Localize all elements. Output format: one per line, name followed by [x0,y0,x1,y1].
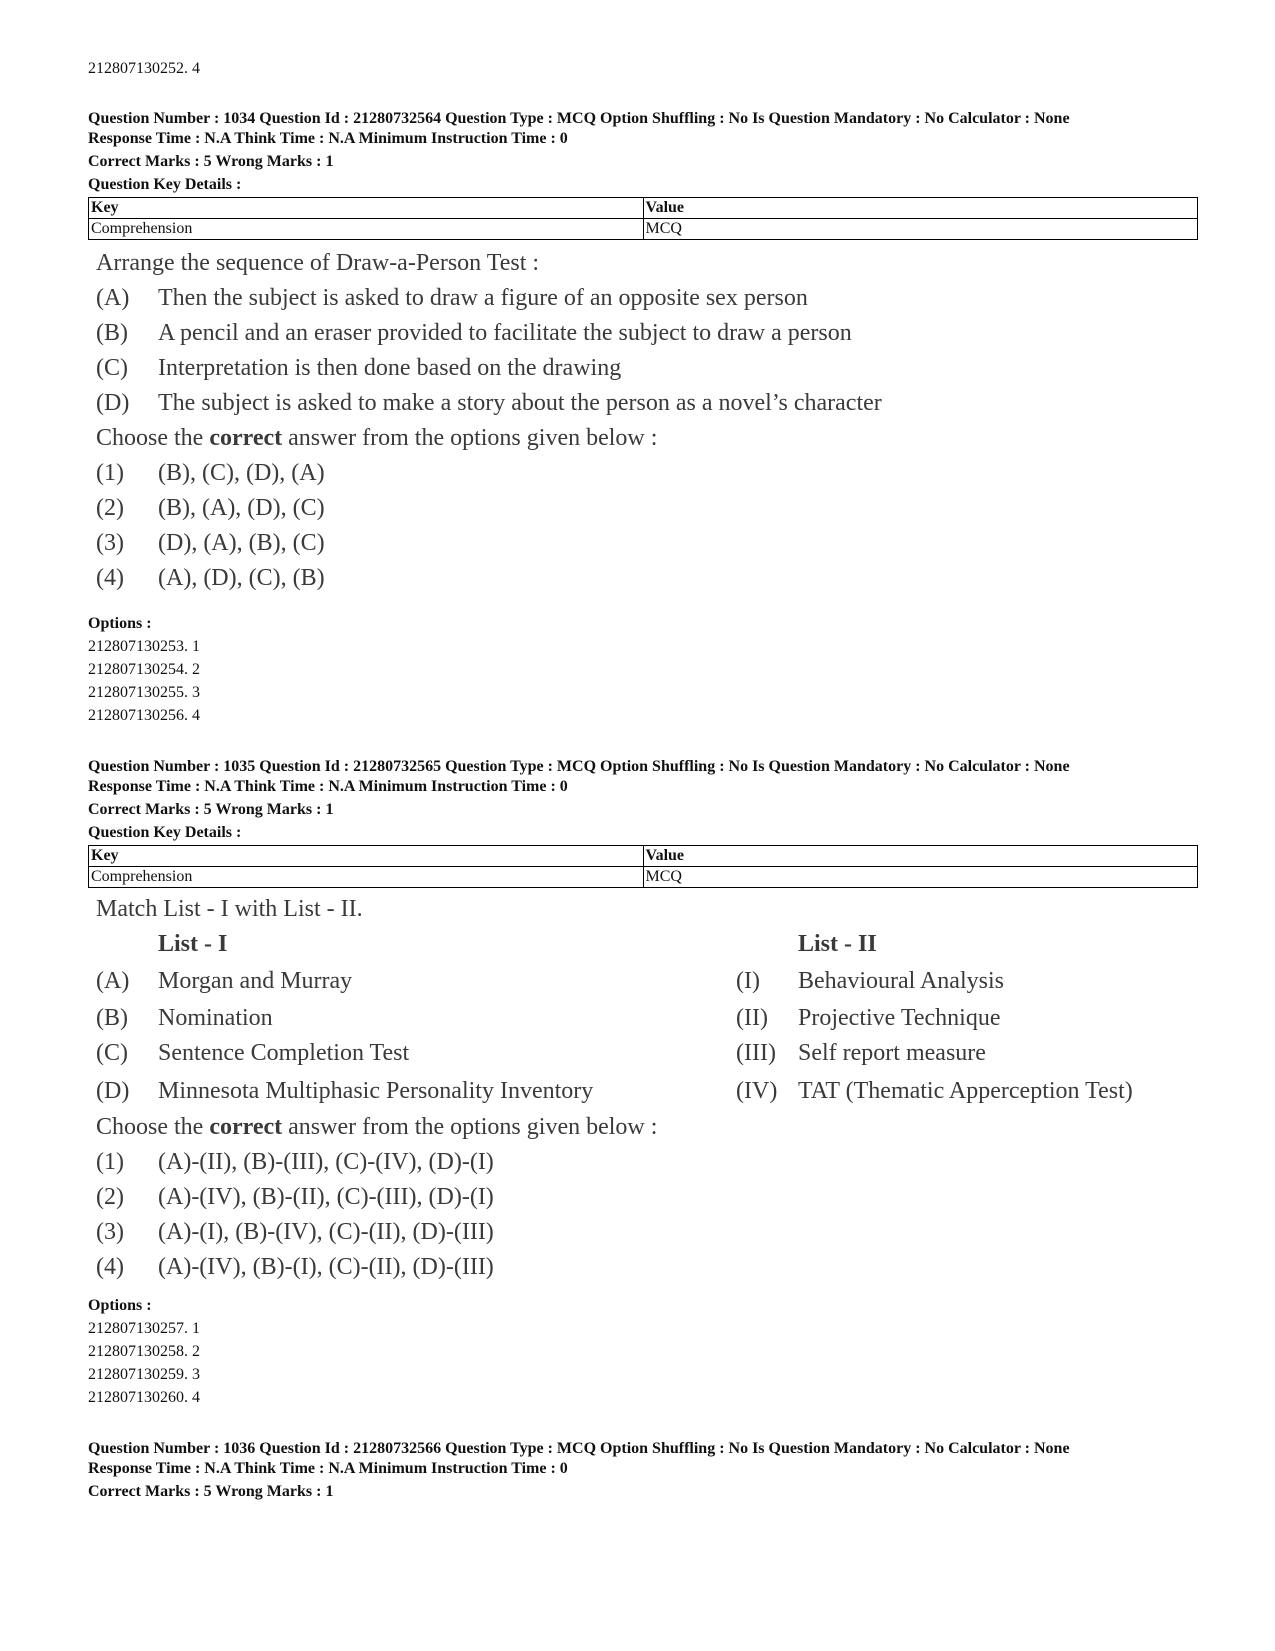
answer-choice [96,530,1198,565]
list2-item [736,1078,1133,1105]
list-item [96,390,1198,425]
match-row [96,1040,1206,1078]
option-id: 212807130259. 3 [88,1366,200,1383]
key-details-label: Question Key Details : [88,824,242,841]
table-cell-value: MCQ [643,219,1198,240]
table-cell-key: Comprehension [89,867,644,888]
option-id: 212807130253. 1 [88,638,200,655]
list1-header: List - I [158,931,228,957]
choose-text-pre: Choose the [96,425,210,451]
item-label: (II) [736,1005,768,1031]
question-meta-line2: Response Time : N.A Think Time : N.A Minimum Instruction Time : 0 [88,778,568,795]
question-body-image [96,250,1198,600]
previous-option-id: 212807130252. 4 [88,60,200,77]
match-row [96,1078,1206,1114]
table-cell-key: Comprehension [89,219,644,240]
match-row [96,1005,1206,1040]
answer-text: (A)-(IV), (B)-(I), (C)-(II), (D)-(III) [158,1254,494,1280]
choose-text-pre: Choose the [96,1114,210,1140]
item-label: (D) [96,390,130,416]
item-text: A pencil and an eraser provided to facilitate the subject to draw a person [158,320,852,346]
item-label: (C) [96,1040,128,1066]
answer-choice [96,1219,1206,1254]
question-key-table [88,845,1198,888]
answer-label: (2) [96,1184,124,1210]
options-label: Options : [88,615,152,632]
item-text: Nomination [158,1005,273,1031]
answer-text: (B), (A), (D), (C) [158,495,325,521]
table-header-value: Value [643,846,1198,867]
options-block-1034 [88,612,200,727]
question-key-table [88,197,1198,240]
choose-text-post: answer from the options given below : [282,425,658,451]
choose-instruction [96,425,1198,460]
item-text: Behavioural Analysis [798,968,1004,994]
answer-text: (A), (D), (C), (B) [158,565,325,591]
question-meta-line2: Response Time : N.A Think Time : N.A Minimum Instruction Time : 0 [88,130,568,147]
match-row [96,968,1206,1005]
question-meta-line1: Question Number : 1034 Question Id : 21280732564 Question Type : MCQ Option Shuffling : No Is Question Mandatory : No Calculator : None [88,110,1070,127]
item-text: Morgan and Murray [158,968,353,994]
key-details-label: Question Key Details : [88,176,242,193]
answer-choice [96,565,1198,600]
list2-header: List - II [798,931,877,957]
item-label: (A) [96,285,130,311]
choose-text-bold: correct [209,425,283,451]
answer-text: (A)-(I), (B)-(IV), (C)-(II), (D)-(III) [158,1219,494,1245]
list1-item [96,1078,736,1105]
question-prompt: Match List - I with List - II. [96,896,363,922]
list-item [96,320,1198,355]
table-header-value: Value [643,198,1198,219]
list2-item [736,1005,1000,1032]
question-1036 [88,1439,1198,1502]
question-meta-line1: Question Number : 1035 Question Id : 21280732565 Question Type : MCQ Option Shuffling : No Is Question Mandatory : No Calculator : None [88,758,1070,775]
list-item [96,355,1198,390]
answer-text: (D), (A), (B), (C) [158,530,325,556]
list1-header-cell [96,931,736,958]
list1-item [96,1040,736,1067]
item-label: (C) [96,355,128,381]
table-row [89,867,1198,888]
item-text: Interpretation is then done based on the drawing [158,355,622,381]
list1-item [96,968,736,995]
answer-choice [96,495,1198,530]
table-cell-value: MCQ [643,867,1198,888]
spacer [736,931,798,958]
spacer [96,931,158,958]
question-1034 [88,109,1198,600]
item-label: (III) [736,1040,776,1066]
answer-text: (A)-(II), (B)-(III), (C)-(IV), (D)-(I) [158,1149,494,1175]
table-header-key: Key [89,846,644,867]
answer-choice [96,460,1198,495]
item-label: (D) [96,1078,130,1104]
marks-line: Correct Marks : 5 Wrong Marks : 1 [88,1483,334,1500]
question-prompt: Arrange the sequence of Draw-a-Person Test : [96,250,540,276]
option-id: 212807130255. 3 [88,684,200,701]
answer-label: (4) [96,565,124,591]
item-text: Projective Technique [798,1005,1001,1031]
item-text: TAT (Thematic Apperception Test) [798,1078,1133,1104]
answer-choice [96,1149,1206,1184]
option-id: 212807130257. 1 [88,1320,200,1337]
item-text: The subject is asked to make a story about the person as a novel’s character [158,390,882,416]
item-label: (B) [96,320,128,346]
question-1035 [88,757,1198,1289]
item-label: (B) [96,1005,128,1031]
table-header-row [89,198,1198,219]
answer-choice [96,1254,1206,1289]
answer-label: (2) [96,495,124,521]
table-row [89,219,1198,240]
options-block-1035 [88,1294,200,1409]
item-text: Sentence Completion Test [158,1040,410,1066]
answer-text: (B), (C), (D), (A) [158,460,325,486]
list2-item [736,968,1004,995]
answer-label: (3) [96,1219,124,1245]
answer-label: (1) [96,460,124,486]
choose-text-bold: correct [209,1114,283,1140]
item-text: Self report measure [798,1040,986,1066]
list-headers [96,931,1206,968]
list2-header-cell [736,931,877,958]
list1-item [96,1005,736,1032]
table-header-row [89,846,1198,867]
option-id: 212807130256. 4 [88,707,200,724]
item-text: Minnesota Multiphasic Personality Inventory [158,1078,594,1104]
item-label: (A) [96,968,130,994]
question-meta-line1: Question Number : 1036 Question Id : 21280732566 Question Type : MCQ Option Shuffling : No Is Question Mandatory : No Calculator : None [88,1440,1070,1457]
question-body-image [96,896,1206,1289]
item-text: Then the subject is asked to draw a figure of an opposite sex person [158,285,808,311]
answer-choice [96,1184,1206,1219]
list-item [96,285,1198,320]
choose-text-post: answer from the options given below : [282,1114,658,1140]
question-meta-line2: Response Time : N.A Think Time : N.A Minimum Instruction Time : 0 [88,1460,568,1477]
choose-instruction [96,1114,1206,1149]
table-header-key: Key [89,198,644,219]
answer-text: (A)-(IV), (B)-(II), (C)-(III), (D)-(I) [158,1184,494,1210]
answer-label: (1) [96,1149,124,1175]
option-id: 212807130260. 4 [88,1389,200,1406]
option-id: 212807130254. 2 [88,661,200,678]
option-id: 212807130258. 2 [88,1343,200,1360]
answer-label: (4) [96,1254,124,1280]
list2-item [736,1040,986,1067]
options-label: Options : [88,1297,152,1314]
marks-line: Correct Marks : 5 Wrong Marks : 1 [88,153,334,170]
item-label: (IV) [736,1078,778,1104]
marks-line: Correct Marks : 5 Wrong Marks : 1 [88,801,334,818]
answer-label: (3) [96,530,124,556]
item-label: (I) [736,968,760,994]
